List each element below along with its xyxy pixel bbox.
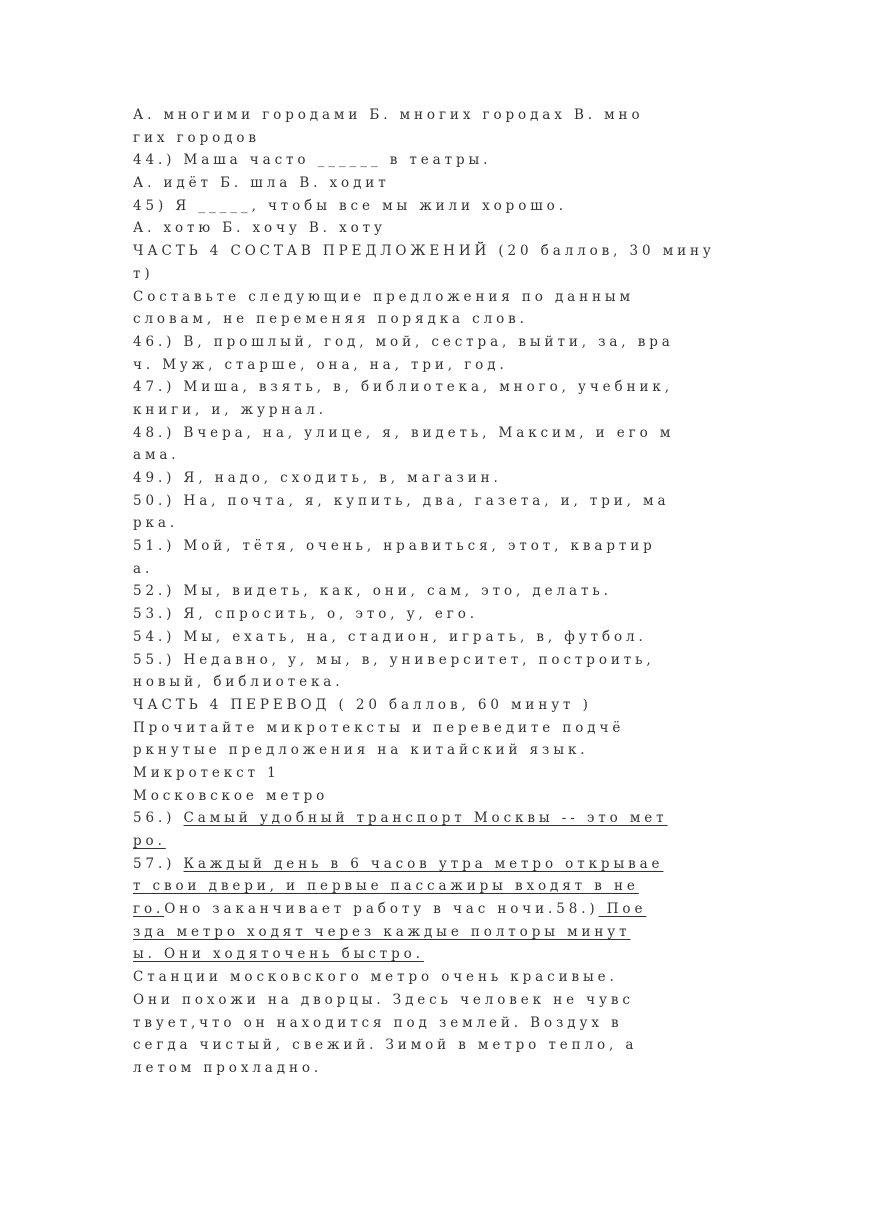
instruction-line: словам, не переменяя порядка слов.	[133, 311, 528, 328]
text-line: 49.) Я, надо, сходить, в, магазин.	[133, 470, 502, 486]
text-line: а.	[133, 560, 154, 577]
instruction-line: Составьте следующие предложения по данным	[133, 288, 634, 305]
text-line	[133, 830, 745, 853]
text-line: летом прохладно.	[133, 1059, 323, 1076]
text-line: 51.) Мой, тётя, очень, нравиться, этот, квартир	[133, 538, 656, 555]
text-line: новый, библиотека.	[133, 674, 344, 691]
text-line	[133, 943, 745, 966]
section-heading: ЧАСТЬ 4 ПЕРЕВОД ( 20 баллов, 60 минут )	[133, 696, 592, 713]
text-line: Они похожи на дворцы. Здесь человек не чувс	[133, 991, 634, 1008]
text-line: 52.) Мы, видеть, как, они, сам, это, делать.	[133, 583, 612, 600]
text-line	[133, 875, 745, 898]
text-line: А. многими городами Б. многих городах В. мно	[133, 107, 644, 123]
text-line: А. хотю Б. хочу В. хоту	[133, 220, 386, 237]
text-line: ч. Муж, старше, она, на, три, год.	[133, 356, 508, 373]
underlined-sentence: ы. Они ходяточень быстро.	[133, 946, 424, 963]
text-line: го.Оно заканчивает работу в час ночи.58.) Пое	[133, 901, 647, 918]
text-line: твует,что он находится под землей. Воздух в	[133, 1014, 623, 1031]
text-line: Станции московского метро очень красивые.	[133, 969, 618, 986]
underlined-sentence: го.	[133, 901, 165, 918]
text-line: 57.) Каждый день в 6 часов утра метро открывае	[133, 855, 664, 872]
underlined-sentence: Пое	[598, 901, 647, 918]
text-line: 47.) Миша, взять, в, библиотека, много, учебник,	[133, 379, 673, 396]
text-line: 46.) В, прошлый, год, мой, сестра, выйти, за, вра	[133, 333, 674, 350]
microtext-label: Микротекст 1	[133, 764, 280, 781]
text-line: 54.) Мы, ехать, на, стадион, играть, в, футбол.	[133, 628, 647, 645]
text-line: 44.) Маша часто ______ в театры.	[133, 152, 492, 169]
text-line: 45) Я _____, чтобы все мы жили хорошо.	[133, 197, 567, 214]
underlined-sentence: Самый удобный транспорт Москвы -- это мет	[183, 810, 668, 827]
underlined-sentence: Каждый день в 6 часов утра метро открывае	[183, 855, 664, 872]
text-line: 53.) Я, спросить, о, это, у, его.	[133, 606, 478, 623]
underlined-sentence: т свои двери, и первые пассажиры входят в не	[133, 878, 639, 895]
text-line: ама.	[133, 447, 180, 464]
text-line: 50.) На, почта, я, купить, два, газета, и, три, ма	[133, 492, 670, 509]
text-line: сегда чистый, свежий. Зимой в метро тепло, а	[133, 1037, 638, 1054]
instruction-line: Прочитайте микротексты и переведите подчё	[133, 719, 625, 736]
section-heading: т)	[133, 265, 154, 282]
document-page	[133, 104, 745, 1080]
underlined-sentence: зда метро ходят через каждые полторы минут	[133, 923, 631, 940]
text-line: книги, и, журнал.	[133, 401, 327, 418]
instruction-line: ркнутые предложения на китайский язык.	[133, 742, 589, 759]
text-line: рка.	[133, 515, 179, 532]
underlined-sentence: ро.	[133, 833, 166, 849]
microtext-title: Московское метро	[133, 787, 329, 804]
text-line	[133, 921, 745, 944]
text-line: 56.) Самый удобный транспорт Москвы -- это мет	[133, 810, 668, 827]
text-line: А. идёт Б. шла В. ходит	[133, 175, 390, 192]
text-line: 55.) Недавно, у, мы, в, университет, построить,	[133, 651, 655, 668]
section-heading: ЧАСТЬ 4 СОСТАВ ПРЕДЛОЖЕНИЙ (20 баллов, 30 мину	[133, 243, 715, 260]
text-line: гих городов	[133, 129, 260, 146]
text-line: 48.) Вчера, на, улице, я, видеть, Максим, и его м	[133, 424, 675, 441]
